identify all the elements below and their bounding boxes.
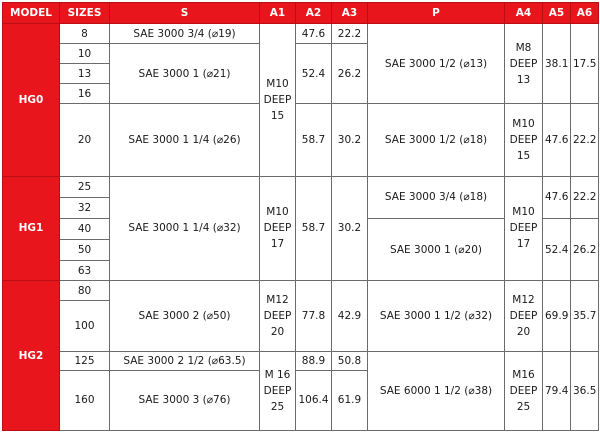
s-cell: SAE 3000 2 (⌀50) bbox=[110, 281, 260, 351]
a2-cell: 47.6 bbox=[296, 24, 332, 44]
a2-cell: 106.4 bbox=[296, 370, 332, 430]
a4-cell: M16 DEEP 25 bbox=[505, 351, 543, 430]
a4-cell: M10 DEEP 17 bbox=[505, 176, 543, 280]
size-cell: 50 bbox=[60, 240, 110, 261]
header-a3: A3 bbox=[332, 3, 368, 24]
a3-cell: 61.9 bbox=[332, 370, 368, 430]
a3-cell: 26.2 bbox=[332, 44, 368, 104]
s-cell: SAE 3000 3/4 (⌀19) bbox=[110, 24, 260, 44]
size-cell: 40 bbox=[60, 218, 110, 239]
a1-cell: M12 DEEP 20 bbox=[260, 281, 296, 351]
s-cell: SAE 3000 2 1/2 (⌀63.5) bbox=[110, 351, 260, 370]
a2-cell: 77.8 bbox=[296, 281, 332, 351]
a5-cell: 38.1 bbox=[543, 24, 571, 104]
size-cell: 13 bbox=[60, 64, 110, 84]
size-cell: 160 bbox=[60, 370, 110, 430]
a4-cell: M8 DEEP 13 bbox=[505, 24, 543, 104]
a3-cell: 42.9 bbox=[332, 281, 368, 351]
s-cell: SAE 3000 1 1/4 (⌀26) bbox=[110, 104, 260, 176]
header-a5: A5 bbox=[543, 3, 571, 24]
table-row bbox=[3, 24, 599, 44]
p-cell: SAE 3000 1 1/2 (⌀32) bbox=[368, 281, 505, 351]
a5-cell: 52.4 bbox=[543, 218, 571, 280]
s-cell: SAE 3000 3 (⌀76) bbox=[110, 370, 260, 430]
p-cell: SAE 3000 1/2 (⌀18) bbox=[368, 104, 505, 176]
a5-cell: 47.6 bbox=[543, 176, 571, 218]
size-cell: 10 bbox=[60, 44, 110, 64]
a2-cell: 88.9 bbox=[296, 351, 332, 370]
a4-cell: M10 DEEP 15 bbox=[505, 104, 543, 176]
a1-cell: M 16 DEEP 25 bbox=[260, 351, 296, 430]
a3-cell: 30.2 bbox=[332, 104, 368, 176]
size-cell: 100 bbox=[60, 301, 110, 351]
header-p: P bbox=[368, 3, 505, 24]
a1-cell: M10 DEEP 15 bbox=[260, 24, 296, 177]
header-row bbox=[3, 3, 599, 24]
table-row bbox=[3, 281, 599, 301]
a6-cell: 22.2 bbox=[571, 104, 599, 176]
size-cell: 16 bbox=[60, 84, 110, 104]
a5-cell: 69.9 bbox=[543, 281, 571, 351]
table-row bbox=[3, 176, 599, 197]
size-cell: 20 bbox=[60, 104, 110, 176]
a1-cell: M10 DEEP 17 bbox=[260, 176, 296, 280]
header-sizes: SIZES bbox=[60, 3, 110, 24]
p-cell: SAE 3000 1/2 (⌀13) bbox=[368, 24, 505, 104]
a2-cell: 58.7 bbox=[296, 176, 332, 280]
size-cell: 63 bbox=[60, 261, 110, 281]
a6-cell: 36.5 bbox=[571, 351, 599, 430]
a5-cell: 47.6 bbox=[543, 104, 571, 176]
table-row bbox=[3, 351, 599, 370]
header-a4: A4 bbox=[505, 3, 543, 24]
s-cell: SAE 3000 1 1/4 (⌀32) bbox=[110, 176, 260, 280]
header-a6: A6 bbox=[571, 3, 599, 24]
a4-cell: M12 DEEP 20 bbox=[505, 281, 543, 351]
a6-cell: 17.5 bbox=[571, 24, 599, 104]
a6-cell: 35.7 bbox=[571, 281, 599, 351]
size-cell: 32 bbox=[60, 197, 110, 218]
header-s: S bbox=[110, 3, 260, 24]
table-row bbox=[3, 104, 599, 176]
model-cell: HG0 bbox=[3, 24, 60, 177]
a2-cell: 52.4 bbox=[296, 44, 332, 104]
a6-cell: 26.2 bbox=[571, 218, 599, 280]
p-cell: SAE 6000 1 1/2 (⌀38) bbox=[368, 351, 505, 430]
s-cell: SAE 3000 1 (⌀21) bbox=[110, 44, 260, 104]
a3-cell: 50.8 bbox=[332, 351, 368, 370]
header-a2: A2 bbox=[296, 3, 332, 24]
size-cell: 125 bbox=[60, 351, 110, 370]
a3-cell: 22.2 bbox=[332, 24, 368, 44]
a6-cell: 22.2 bbox=[571, 176, 599, 218]
size-cell: 25 bbox=[60, 176, 110, 197]
model-cell: HG1 bbox=[3, 176, 60, 280]
a5-cell: 79.4 bbox=[543, 351, 571, 430]
specifications-table bbox=[2, 2, 599, 431]
header-model: MODEL bbox=[3, 3, 60, 24]
size-cell: 80 bbox=[60, 281, 110, 301]
a3-cell: 30.2 bbox=[332, 176, 368, 280]
a2-cell: 58.7 bbox=[296, 104, 332, 176]
p-cell: SAE 3000 3/4 (⌀18) bbox=[368, 176, 505, 218]
size-cell: 8 bbox=[60, 24, 110, 44]
p-cell: SAE 3000 1 (⌀20) bbox=[368, 218, 505, 280]
header-a1: A1 bbox=[260, 3, 296, 24]
model-cell: HG2 bbox=[3, 281, 60, 431]
